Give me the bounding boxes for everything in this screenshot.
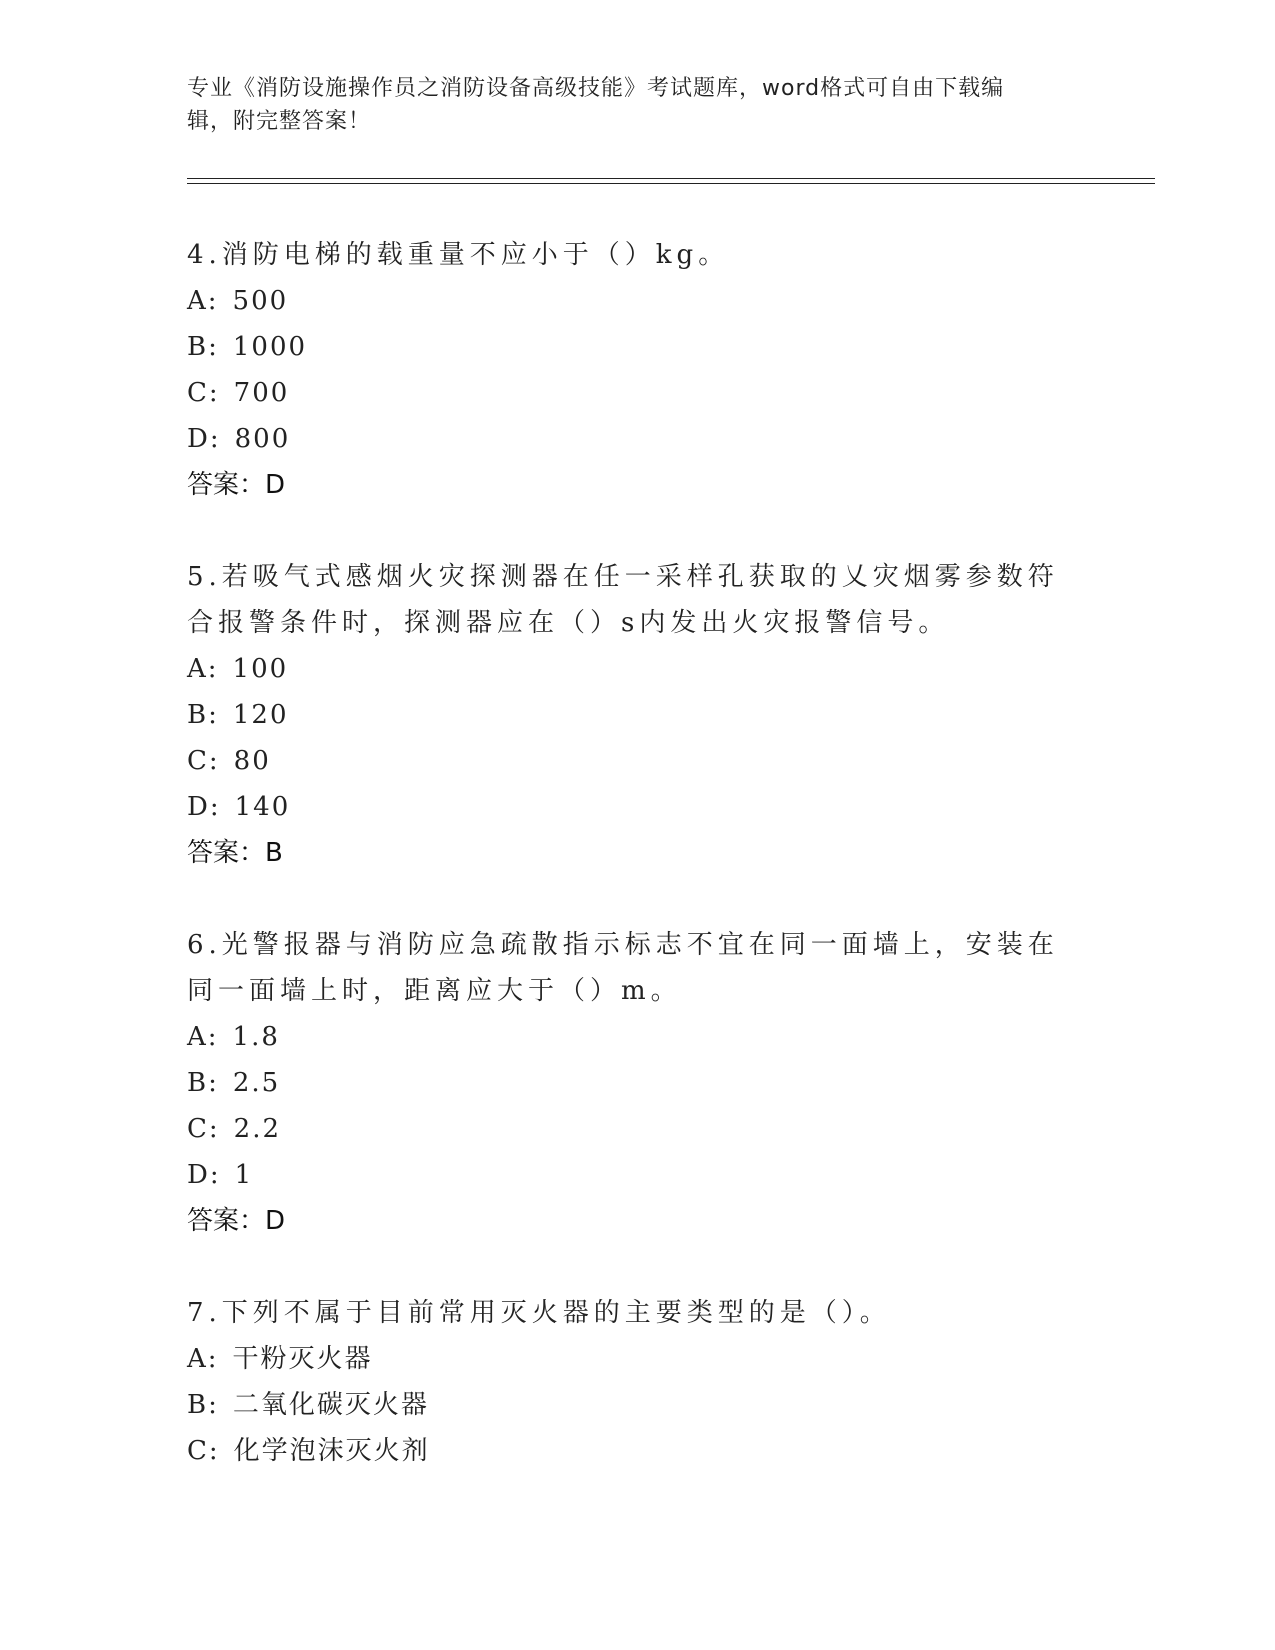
option-text: 1 xyxy=(234,1160,254,1190)
option-c xyxy=(187,1428,1067,1474)
header-rule-bottom xyxy=(187,183,1155,184)
option-text: 二氧化碳灭火器 xyxy=(232,1390,429,1420)
answer-line: 答案：D xyxy=(187,1206,286,1236)
option-c xyxy=(187,738,1067,784)
option-b xyxy=(187,1060,1067,1106)
header-line-2: 辑，附完整答案！ xyxy=(187,109,372,134)
option-letter: B: xyxy=(187,1068,219,1098)
option-letter: B: xyxy=(187,700,219,730)
question-stem: 4.消防电梯的载重量不应小于（）kg。 xyxy=(187,240,730,270)
option-text: 化学泡沫灭火剂 xyxy=(233,1436,430,1466)
option-letter: C: xyxy=(187,1436,220,1466)
option-letter: C: xyxy=(187,746,220,776)
question-6 xyxy=(187,922,1067,1244)
answer-line: 答案：D xyxy=(187,470,286,500)
option-a xyxy=(187,646,1067,692)
question-stem: 5.若吸气式感烟火灾探测器在任一采样孔获取的乂灾烟雾参数符合报警条件时，探测器应在（）s内发出火灾报警信号。 xyxy=(187,562,1059,638)
option-letter: D: xyxy=(187,1160,221,1190)
document-header xyxy=(187,72,1087,138)
option-text: 140 xyxy=(234,792,291,822)
question-stem: 6.光警报器与消防应急疏散指示标志不宜在同一面墙上，安装在同一面墙上时，距离应大于（）m。 xyxy=(187,930,1059,1006)
option-letter: C: xyxy=(187,1114,220,1144)
option-a xyxy=(187,278,1067,324)
option-letter: D: xyxy=(187,792,221,822)
option-c xyxy=(187,370,1067,416)
answer-line: 答案：B xyxy=(187,838,283,868)
option-letter: A: xyxy=(187,1022,219,1052)
option-text: 2.5 xyxy=(232,1068,281,1098)
option-d xyxy=(187,416,1067,462)
option-b xyxy=(187,692,1067,738)
question-5 xyxy=(187,554,1067,876)
option-letter: B: xyxy=(187,332,219,362)
option-letter: B: xyxy=(187,1390,219,1420)
option-a xyxy=(187,1014,1067,1060)
option-text: 800 xyxy=(234,424,291,454)
question-stem: 7.下列不属于目前常用灭火器的主要类型的是（）。 xyxy=(187,1298,891,1328)
option-text: 100 xyxy=(232,654,289,684)
option-b xyxy=(187,324,1067,370)
option-letter: D: xyxy=(187,424,221,454)
option-text: 700 xyxy=(233,378,290,408)
question-list xyxy=(187,232,1067,1520)
option-letter: A: xyxy=(187,286,219,316)
option-text: 80 xyxy=(233,746,271,776)
option-letter: C: xyxy=(187,378,220,408)
option-text: 干粉灭火器 xyxy=(232,1344,373,1374)
question-4 xyxy=(187,232,1067,508)
header-line-1: 专业《消防设施操作员之消防设备高级技能》考试题库，word格式可自由下载编 xyxy=(187,76,1005,101)
option-text: 1000 xyxy=(232,332,308,362)
option-d xyxy=(187,784,1067,830)
question-7 xyxy=(187,1290,1067,1474)
option-text: 1.8 xyxy=(232,1022,280,1052)
option-b xyxy=(187,1382,1067,1428)
option-letter: A: xyxy=(187,654,219,684)
option-text: 120 xyxy=(232,700,289,730)
header-rule-top xyxy=(187,178,1155,179)
option-a xyxy=(187,1336,1067,1382)
option-text: 500 xyxy=(232,286,289,316)
option-text: 2.2 xyxy=(233,1114,282,1144)
option-c xyxy=(187,1106,1067,1152)
option-letter: A: xyxy=(187,1344,219,1374)
option-d xyxy=(187,1152,1067,1198)
